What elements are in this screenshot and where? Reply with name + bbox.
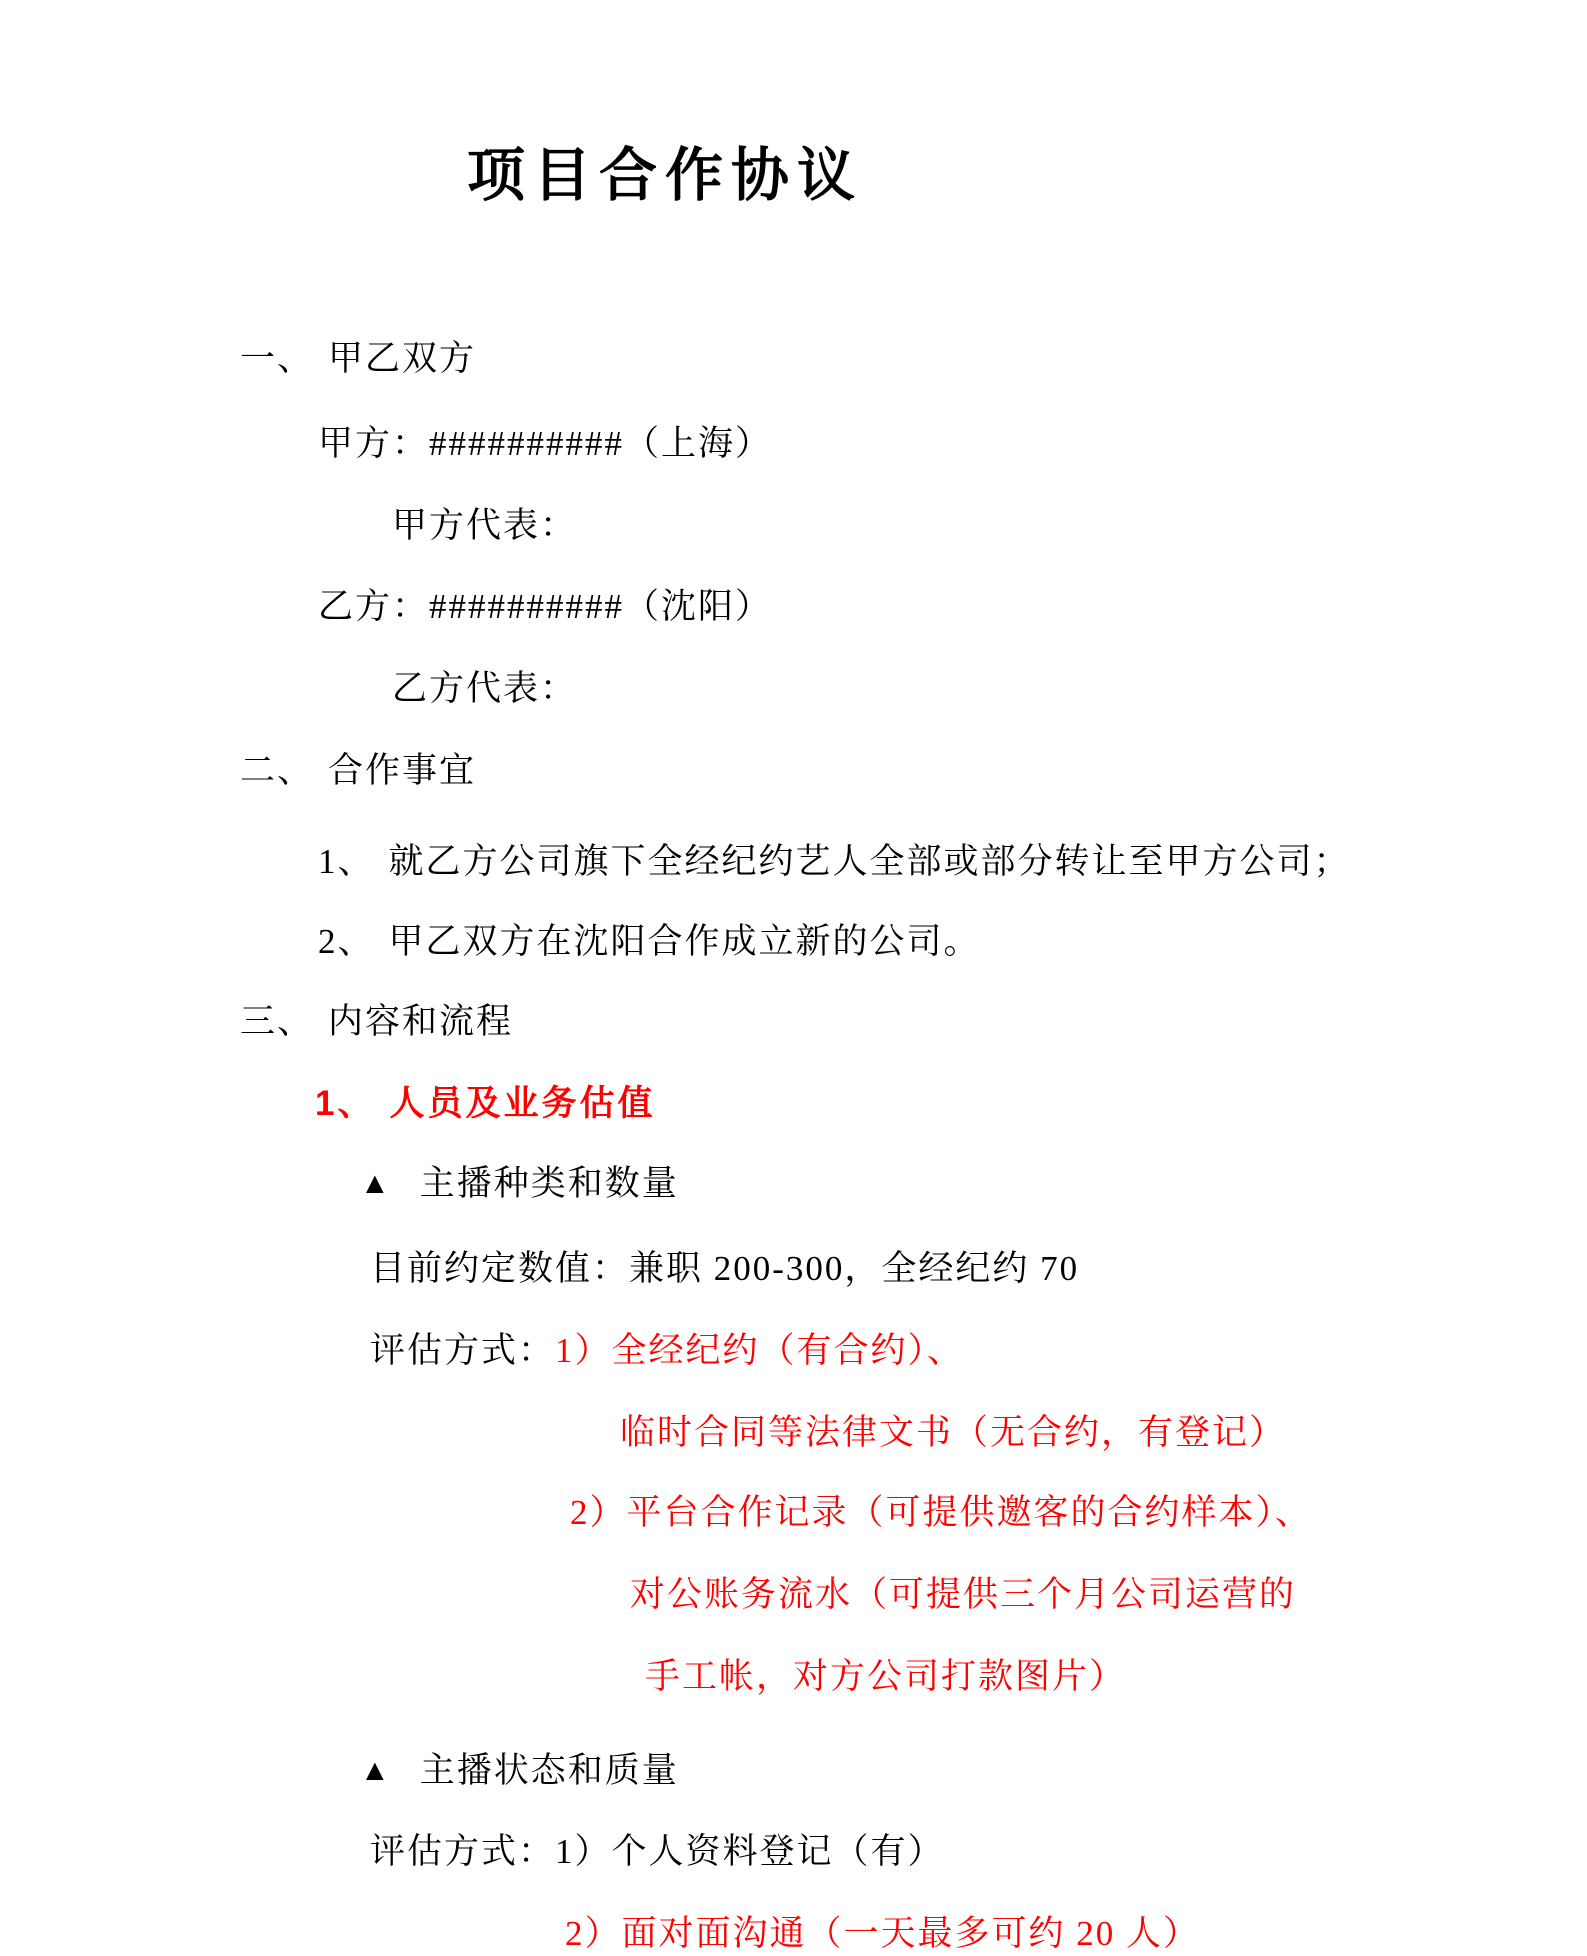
eval-item-face-to-face: 2）面对面沟通（一天最多可约 20 人） <box>565 1914 1201 1953</box>
eval-method-label-2: 评估方式： <box>370 1832 556 1871</box>
doc-title: 项目合作协议 <box>466 143 863 208</box>
anchor-type-count-row <box>360 1163 679 1205</box>
party-b-line: 乙方：##########（沈阳） <box>318 587 773 626</box>
eval-item-contract-text: 1）全经纪约（有合约）、 <box>555 1331 965 1370</box>
coop-item-2 <box>318 921 981 963</box>
eval-method-row-1 <box>370 1330 964 1372</box>
heading-content-flow <box>240 1001 513 1043</box>
heading-content-flow-marker: 三、 <box>240 1002 315 1041</box>
subheading-valuation <box>315 1083 655 1125</box>
coop-item-1-text: 就乙方公司旗下全经纪约艺人全部或部分转让至甲方公司； <box>388 842 1351 881</box>
heading-parties-marker: 一、 <box>240 339 315 378</box>
anchor-type-count-text: 主播种类和数量 <box>419 1164 679 1203</box>
heading-parties <box>240 338 476 380</box>
party-b-rep-line: 乙方代表： <box>392 669 578 708</box>
heading-cooperation-text: 合作事宜 <box>328 751 477 790</box>
eval-method-row-2 <box>370 1831 945 1873</box>
eval-item-platform-record: 2）平台合作记录（可提供邀客的合约样本）、 <box>570 1493 1313 1532</box>
eval-cont-account-flow: 对公账务流水（可提供三个月公司运营的 <box>630 1575 1297 1614</box>
subheading-valuation-text: 人员及业务估值 <box>389 1084 656 1123</box>
agreed-values-line: 目前约定数值：兼职 200-300，全经纪约 70 <box>370 1249 1080 1288</box>
heading-content-flow-text: 内容和流程 <box>328 1002 514 1041</box>
party-a-rep-line: 甲方代表： <box>392 506 578 545</box>
subheading-valuation-marker: 1、 <box>315 1084 376 1123</box>
coop-item-2-text: 甲乙双方在沈阳合作成立新的公司。 <box>388 922 981 961</box>
party-a-line: 甲方：##########（上海） <box>318 424 773 463</box>
eval-cont-manual-ledger: 手工帐，对方公司打款图片） <box>645 1657 1127 1696</box>
anchor-status-quality-row <box>360 1750 679 1792</box>
eval-method-label: 评估方式： <box>370 1331 556 1370</box>
eval-cont-temp-contract: 临时合同等法律文书（无合约，有登记） <box>620 1413 1287 1452</box>
coop-item-2-marker: 2、 <box>318 922 375 961</box>
heading-cooperation <box>240 750 476 792</box>
coop-item-1 <box>318 841 1351 883</box>
triangle-bullet-icon: ▲ <box>360 1167 392 1200</box>
anchor-status-quality-text: 主播状态和质量 <box>419 1751 679 1790</box>
heading-cooperation-marker: 二、 <box>240 751 315 790</box>
heading-parties-text: 甲乙双方 <box>328 339 477 378</box>
triangle-bullet-icon: ▲ <box>360 1754 392 1787</box>
eval-item-personal-info-text: 1）个人资料登记（有） <box>555 1832 945 1871</box>
coop-item-1-marker: 1、 <box>318 842 375 881</box>
